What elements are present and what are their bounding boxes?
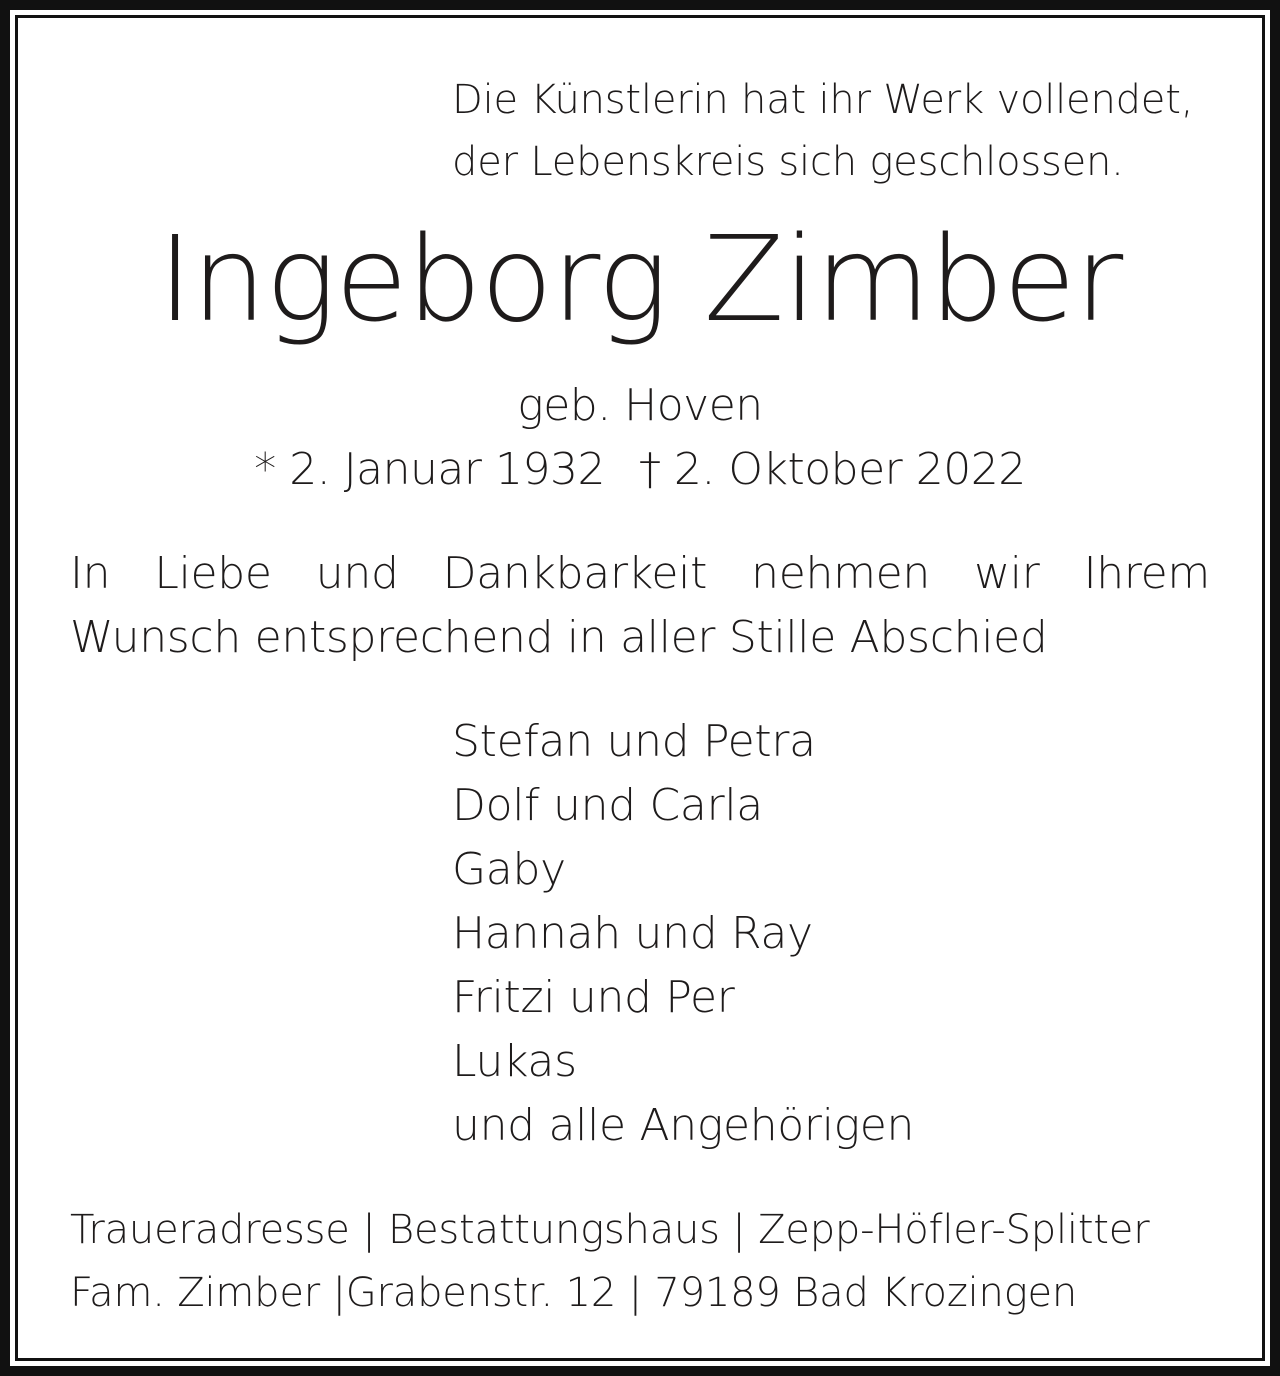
- motto-line-2: der Lebenskreis sich geschlossen.: [452, 139, 1124, 185]
- death-date: † 2. Oktober 2022: [638, 444, 1026, 495]
- birth-date: * 2. Januar 1932: [254, 444, 605, 495]
- maiden-name: geb. Hoven: [517, 380, 763, 431]
- life-dates: [0, 444, 1280, 495]
- mourner-name: Lukas: [452, 1036, 577, 1087]
- mourner-name: Dolf und Carla: [452, 780, 763, 831]
- mourner-name: Gaby: [452, 844, 566, 895]
- footer-address-line-2: Fam. Zimber |Grabenstr. 12 | 79189 Bad Krozingen: [70, 1270, 1078, 1316]
- mourner-name: Fritzi und Per: [452, 972, 735, 1023]
- mourner-name: Stefan und Petra: [452, 716, 816, 767]
- motto-line-1: Die Künstlerin hat ihr Werk vollendet,: [452, 77, 1194, 123]
- deceased-name: Ingeborg Zimber: [157, 210, 1123, 348]
- footer-address-line-1: Traueradresse | Bestattungshaus | Zepp-Höfler-Splitter: [70, 1207, 1150, 1253]
- farewell-line-1: In Liebe und Dankbarkeit nehmen wir Ihrem: [70, 548, 1210, 599]
- farewell-line-2: Wunsch entsprechend in aller Stille Abschied: [70, 612, 1048, 663]
- mourner-name: und alle Angehörigen: [452, 1100, 915, 1151]
- mourner-name: Hannah und Ray: [452, 908, 813, 959]
